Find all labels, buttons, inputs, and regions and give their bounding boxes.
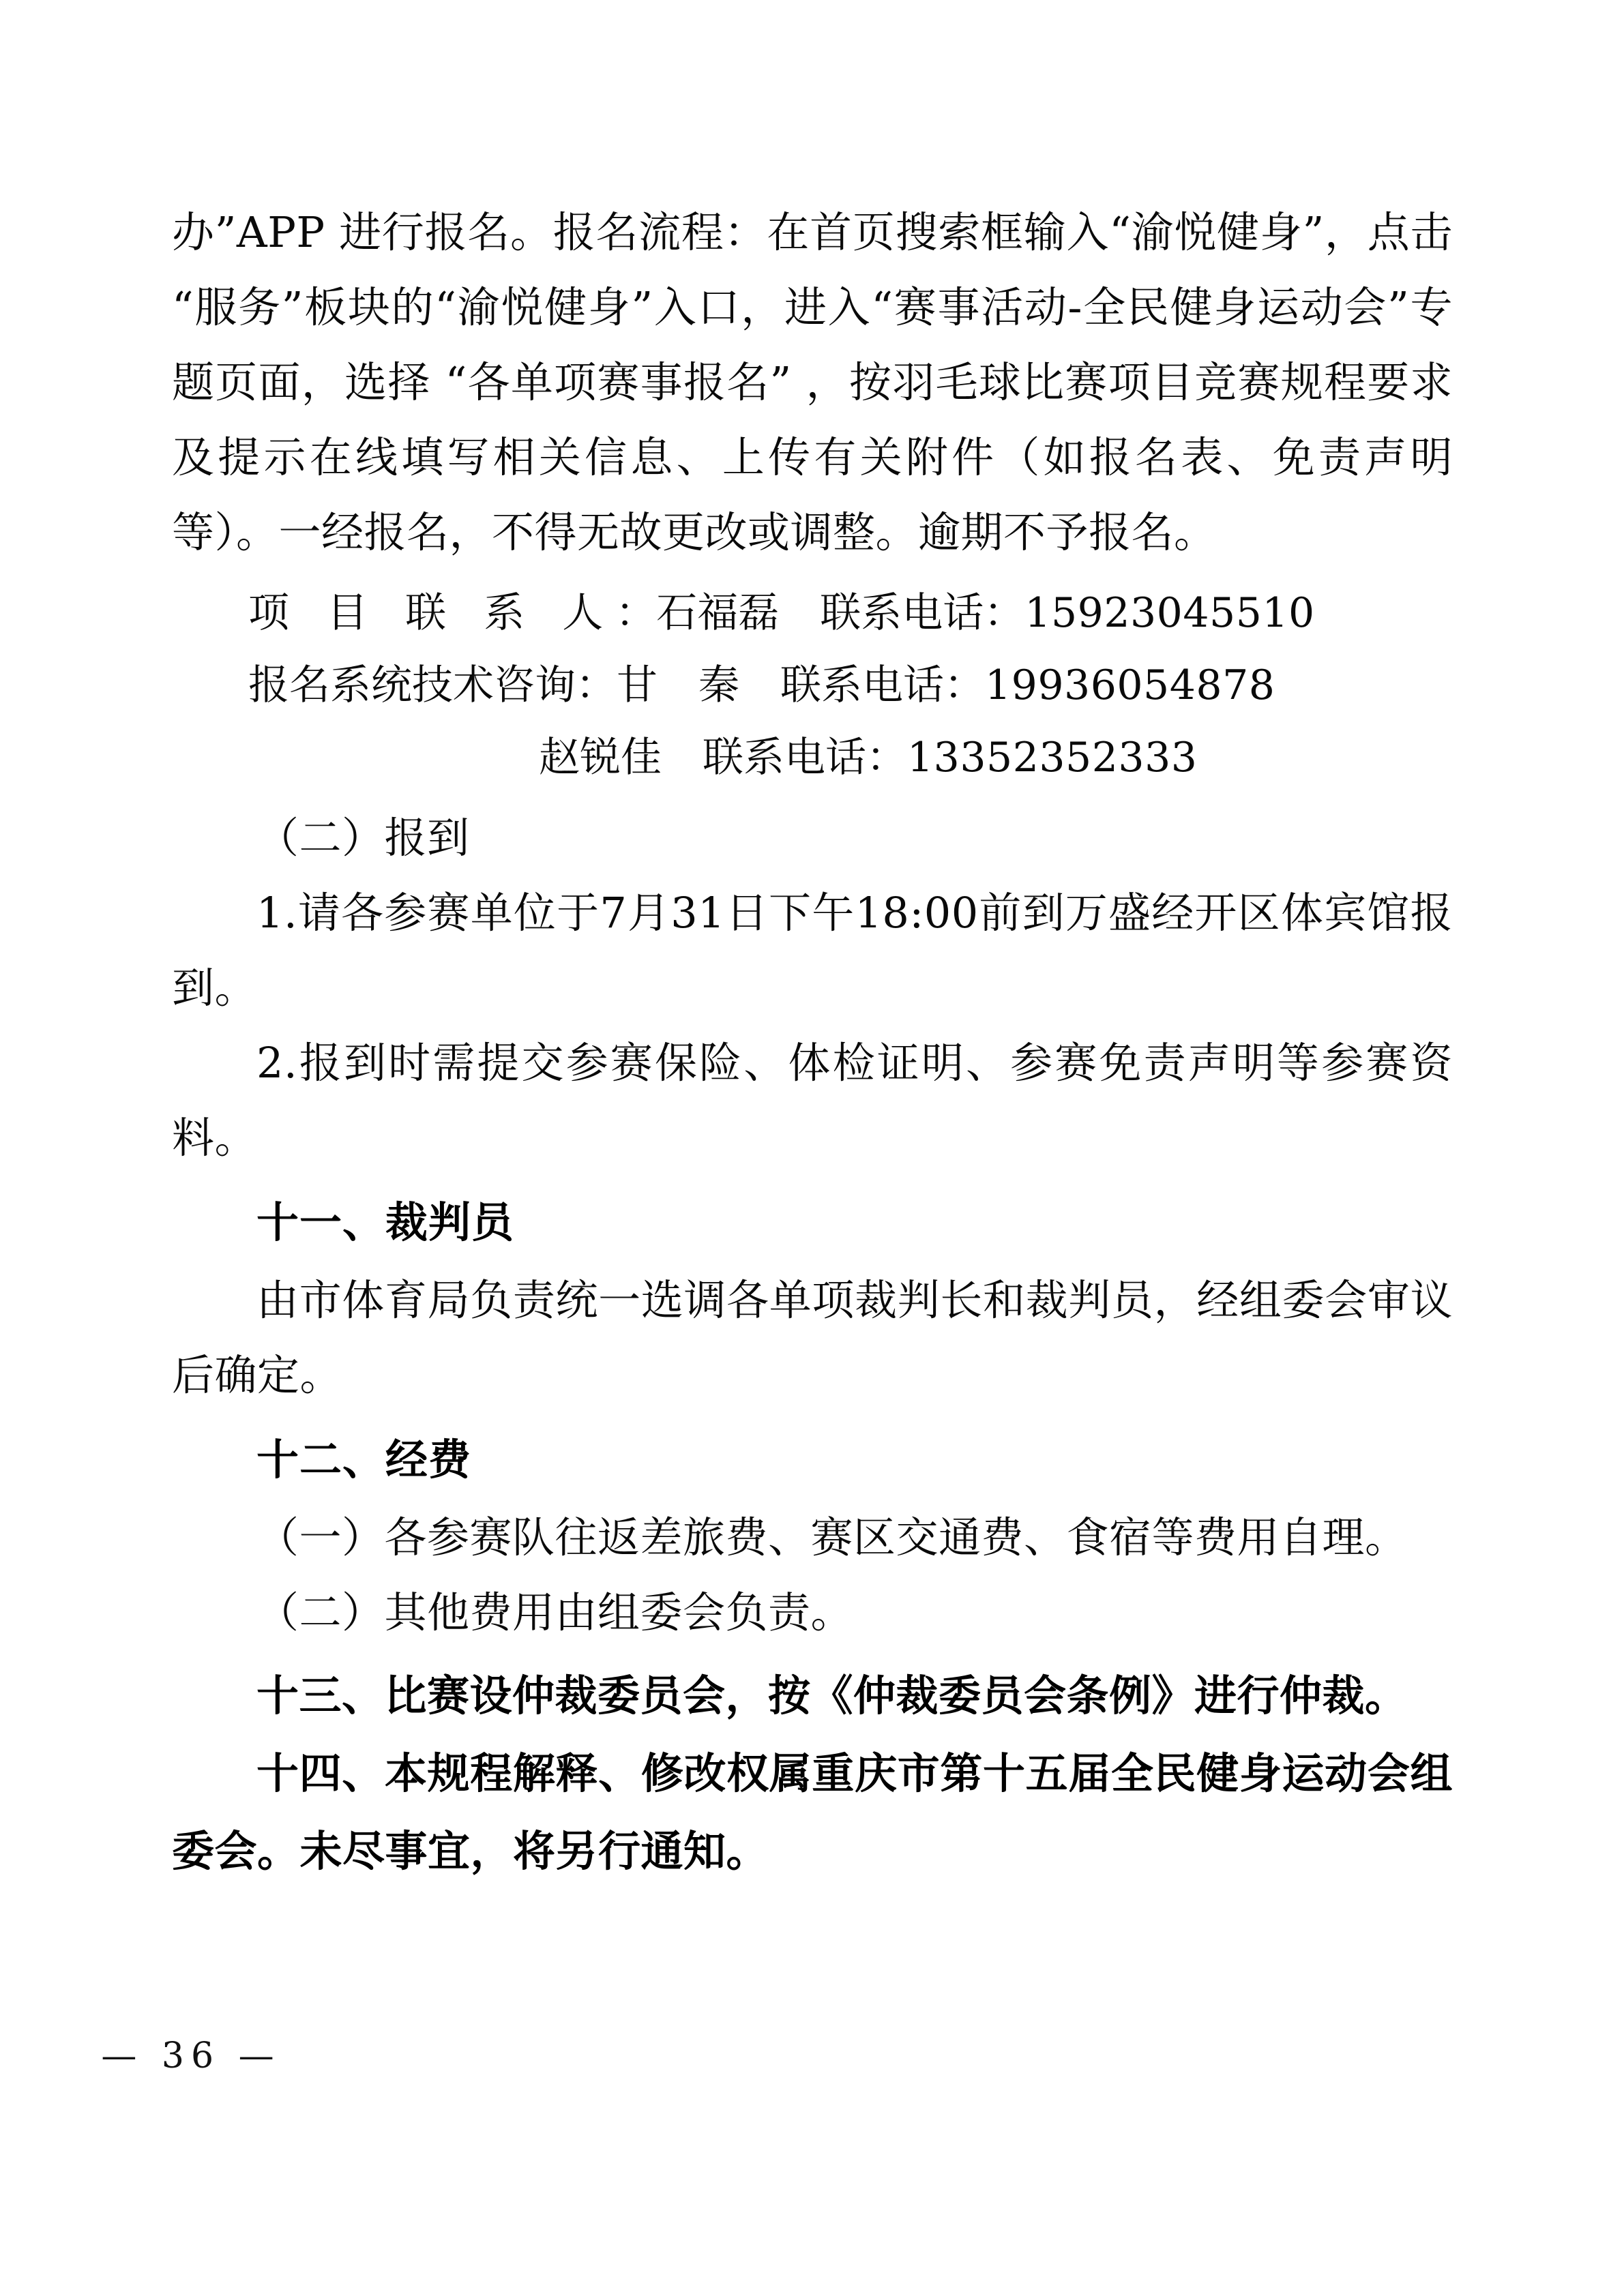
spacer <box>172 1650 1453 1657</box>
contact-spacer <box>739 661 780 709</box>
section-13-paragraph: 十三、比赛设仲裁委员会，按《仲裁委员会条例》进行仲裁。 <box>256 1671 1408 1720</box>
contact-colon: ： <box>944 661 985 709</box>
check-in-item-2: 2.报到时需提交参赛保险、体检证明、参赛免责声明等参赛资料。 <box>172 1038 1453 1163</box>
contact-phone-label: 联系电话 <box>820 589 984 637</box>
contact-block <box>172 577 1453 794</box>
contact-row <box>172 649 1453 721</box>
contact-name: 赵锐佳 <box>539 734 662 781</box>
contact-colon: ： <box>615 589 657 637</box>
contact-spacer <box>662 734 703 781</box>
section-11-heading: 十一、裁判员 <box>256 1197 515 1247</box>
spacer <box>172 570 1453 577</box>
contact-phone-label: 联系电话 <box>780 661 944 709</box>
section-12-item-2: （二）其他费用由组委会负责。 <box>256 1587 854 1637</box>
section-11-body: 由市体育局负责统一选调各单项裁判长和裁判员，经组委会审议后确定。 <box>172 1275 1453 1400</box>
contact-role-label: 报名系统技术咨询 <box>248 661 576 709</box>
document-body <box>172 195 1453 1890</box>
contact-colon: ： <box>576 661 617 709</box>
registration-procedure-paragraph: 办”APP 进行报名。报名流程：在首页搜索框输入“渝悦健身”，点击“服务”板块的“渝悦健身”入口，进入“赛事活动-全民健身运动会”专题页面，选择 “各单项赛事报名” ，按羽毛球比赛项目竞赛规程要求及提示在线填写相关信息、上传有关附件（如报名表、免责声明等）。一经报名，不得无故更改或调整。逾期不予报名。 <box>172 207 1453 557</box>
contact-phone: 15923045510 <box>1024 589 1315 637</box>
spacer <box>172 1176 1453 1182</box>
section-12-item-1: （一）各参赛队往返差旅费、赛区交通费、食宿等费用自理。 <box>256 1512 1408 1562</box>
contact-phone: 19936054878 <box>985 661 1275 709</box>
contact-spacer <box>779 589 820 637</box>
contact-row <box>172 721 1453 794</box>
contact-phone: 13352352333 <box>907 734 1198 781</box>
spacer <box>172 794 1453 801</box>
page-number: — 36 — <box>101 2036 281 2076</box>
contact-colon: ： <box>866 734 907 781</box>
check-in-heading: （二）报到 <box>256 813 470 863</box>
contact-name: 石福磊 <box>656 589 780 637</box>
section-14-paragraph: 十四、本规程解释、修改权属重庆市第十五届全民健身运动会组委会。未尽事宜，将另行通知。 <box>172 1748 1453 1876</box>
contact-name: 甘 秦 <box>617 661 739 709</box>
contact-role-label: 项 目 联 系 人 <box>248 589 616 637</box>
section-12-heading: 十二、经费 <box>256 1435 472 1485</box>
contact-colon: ： <box>984 589 1025 637</box>
check-in-item-1: 1.请各参赛单位于7月31日下午18:00前到万盛经开区体宾馆报到。 <box>172 888 1453 1013</box>
spacer <box>172 1413 1453 1420</box>
contact-phone-label: 联系电话 <box>703 734 866 781</box>
contact-row <box>172 577 1453 649</box>
